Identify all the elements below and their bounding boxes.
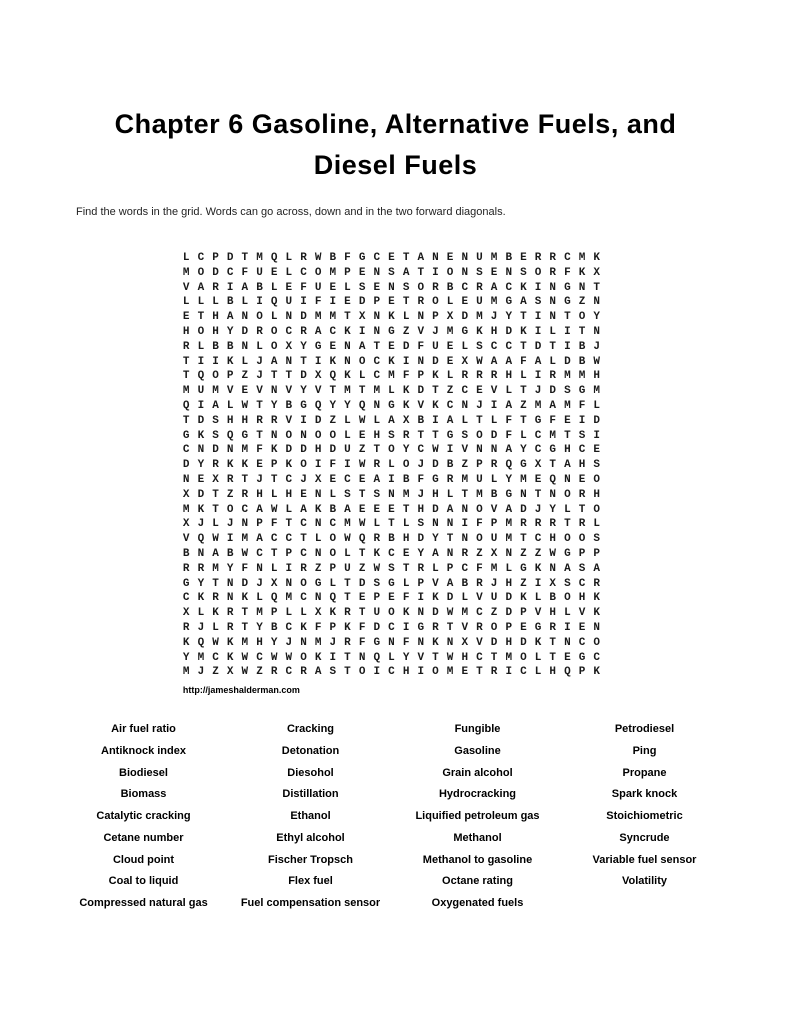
word-list-column: [561, 719, 728, 915]
word-list-item: Stoichiometric: [606, 810, 683, 822]
grid-row: VARIABLEFUELSENSORBCRACKINGNT: [182, 281, 609, 294]
word-list-item: Compressed natural gas: [79, 897, 208, 909]
grid-row: LCPDTMQLRWBFGCETANENUMBERRCMK: [182, 252, 609, 264]
grid-row: KQWKMHYJNMJRFGNFNKNXVDHDKTNCO: [182, 636, 609, 649]
grid-inner: [183, 251, 608, 698]
grid-row: HOHYDROCRACKINGZVJMGKHDKILITN: [182, 325, 609, 338]
grid-row: ETHANOLNDMMTXNKLNPXDMJYTINTOY: [182, 311, 609, 324]
word-list-item: Methanol to gasoline: [422, 853, 533, 866]
word-list-item: Spark knock: [611, 788, 678, 801]
grid-row: RJLRTYBCKFPKFDCIGRTVROPEGRIEN: [182, 621, 609, 634]
word-search-grid: [183, 251, 608, 680]
page-title-line2: Diesel Fuels: [313, 150, 478, 180]
word-list-item: Ping: [632, 744, 657, 757]
grid-row: CKRNKLQMCNQTEPEFIKDLVUDKLBOHK: [182, 592, 609, 605]
word-list-item: Antiknock index: [101, 744, 186, 757]
word-list-item: Flex fuel: [288, 875, 333, 888]
grid-row: MJZXWZRCRASTOICHIOMETRICLHQPK: [182, 666, 609, 679]
word-list-item: Diesohol: [287, 766, 334, 779]
grid-row: XLKRTMPLLXKRTUOKNDWMCZDPVHLVK: [182, 607, 609, 620]
word-list-column: [60, 719, 227, 915]
grid-row: CNDNMFKDDHDUZTOYCWIVNNAYCGHCE: [182, 444, 609, 457]
word-list-item: Fuel compensation sensor: [240, 897, 381, 909]
word-list-item: Cetane number: [103, 831, 184, 844]
source-link[interactable]: http://jameshalderman.com: [182, 685, 300, 696]
grid-row: TIIKLJANTIKNOCKINDEXWAAFALDBW: [182, 355, 609, 368]
grid-row: GKSQGTNONOOLEHSRTTGSODFLCMTSI: [182, 429, 609, 442]
grid-row: XDTZRHLHENLSTSNMJHLTMBGNTNORH: [182, 488, 609, 501]
word-list-item: Hydrocracking: [438, 788, 517, 801]
grid-row: BNABWCTPCNOLTKCEYANRZXNZZWGPP: [182, 547, 609, 560]
grid-row: QIALWTYBGQYYQNGKVKCNJIAZMAMFL: [182, 399, 609, 412]
word-list-column: [394, 719, 561, 915]
word-list-item: Detonation: [281, 744, 340, 757]
grid-row: MUMVEVNVYVTMTMLKDTZCEVLTJDSGM: [182, 385, 609, 398]
word-list-item: Fungible: [454, 723, 501, 735]
word-list-item: Methanol: [453, 831, 502, 844]
word-list-item: Volatility: [621, 875, 668, 888]
word-list-item: Petrodiesel: [614, 723, 675, 735]
word-list-item: Liquified petroleum gas: [415, 810, 540, 822]
word-list-item: Syncrude: [619, 831, 670, 844]
grid-row: YMCKWCWWOKITNQLYVTWHCTMOLTEGC: [182, 651, 609, 664]
word-list-item: Grain alcohol: [442, 766, 513, 779]
word-list-item: Biodiesel: [119, 766, 168, 779]
grid-row: LLLBLIQUIFIEDPETROLEUMGASNGZN: [182, 296, 609, 309]
page-title-line1: Chapter 6 Gasoline, Alternative Fuels, and: [114, 109, 677, 139]
grid-row: NEXRTJTCJXECEAIBFGRMULYMEQNEO: [182, 473, 609, 486]
word-list-item: Air fuel ratio: [111, 723, 176, 735]
grid-section: [0, 251, 791, 698]
grid-row: RLBBNLOXYGENATEDFUELSCCTDTIBJ: [182, 340, 609, 353]
grid-row: RRMYFNLIRZPUZWSTRLPCFMLGKNASA: [182, 562, 609, 575]
page-title: [0, 104, 791, 186]
instructions-text: Find the words in the grid. Words can go across, down and in the two forward diagonals.: [76, 206, 506, 218]
word-list-item: Biomass: [120, 788, 167, 801]
word-list-item: Distillation: [282, 788, 339, 801]
word-list-item: Ethyl alcohol: [276, 831, 345, 844]
word-list-item: Cloud point: [112, 853, 175, 866]
word-list-item: Gasoline: [454, 744, 501, 757]
grid-row: XJLJNPFTCNCMWLTLSNNIFPMRRRTRL: [182, 518, 609, 531]
word-list-item: Ethanol: [290, 810, 331, 822]
grid-row: DYRKKEPKOIFIWRLOJDBZPRQGXTAHS: [182, 459, 609, 472]
grid-row: MODCFUELCOMPENSATIONSENSORFKX: [182, 266, 609, 279]
grid-row: TDSHHRRVIDZLWLAXBIALTLFTGFEID: [182, 414, 609, 427]
word-list: [60, 719, 728, 915]
grid-row: MKTOCAWLAKBAEEETHDANOVADJYLTO: [182, 503, 609, 516]
word-list-item: Catalytic cracking: [96, 810, 191, 822]
word-list-column: [227, 719, 394, 915]
word-list-item: Variable fuel sensor: [592, 853, 697, 866]
grid-row: GYTNDJXNOGLTDSGLPVABRJHZIXSCR: [182, 577, 609, 590]
word-list-item: Propane: [622, 766, 667, 779]
grid-row: VQWIMACCTLOWQRBHDYTNOUMTCHOOS: [182, 533, 609, 546]
word-list-item: Octane rating: [442, 875, 513, 888]
word-list-item: Oxygenated fuels: [431, 897, 524, 909]
word-list-item: Fischer Tropsch: [268, 853, 353, 866]
word-list-item: Cracking: [286, 723, 335, 735]
word-list-item: Coal to liquid: [108, 875, 179, 888]
grid-row: TQOPZJTTDXQKLCMFPKLRRRHLIRMMH: [182, 370, 609, 383]
